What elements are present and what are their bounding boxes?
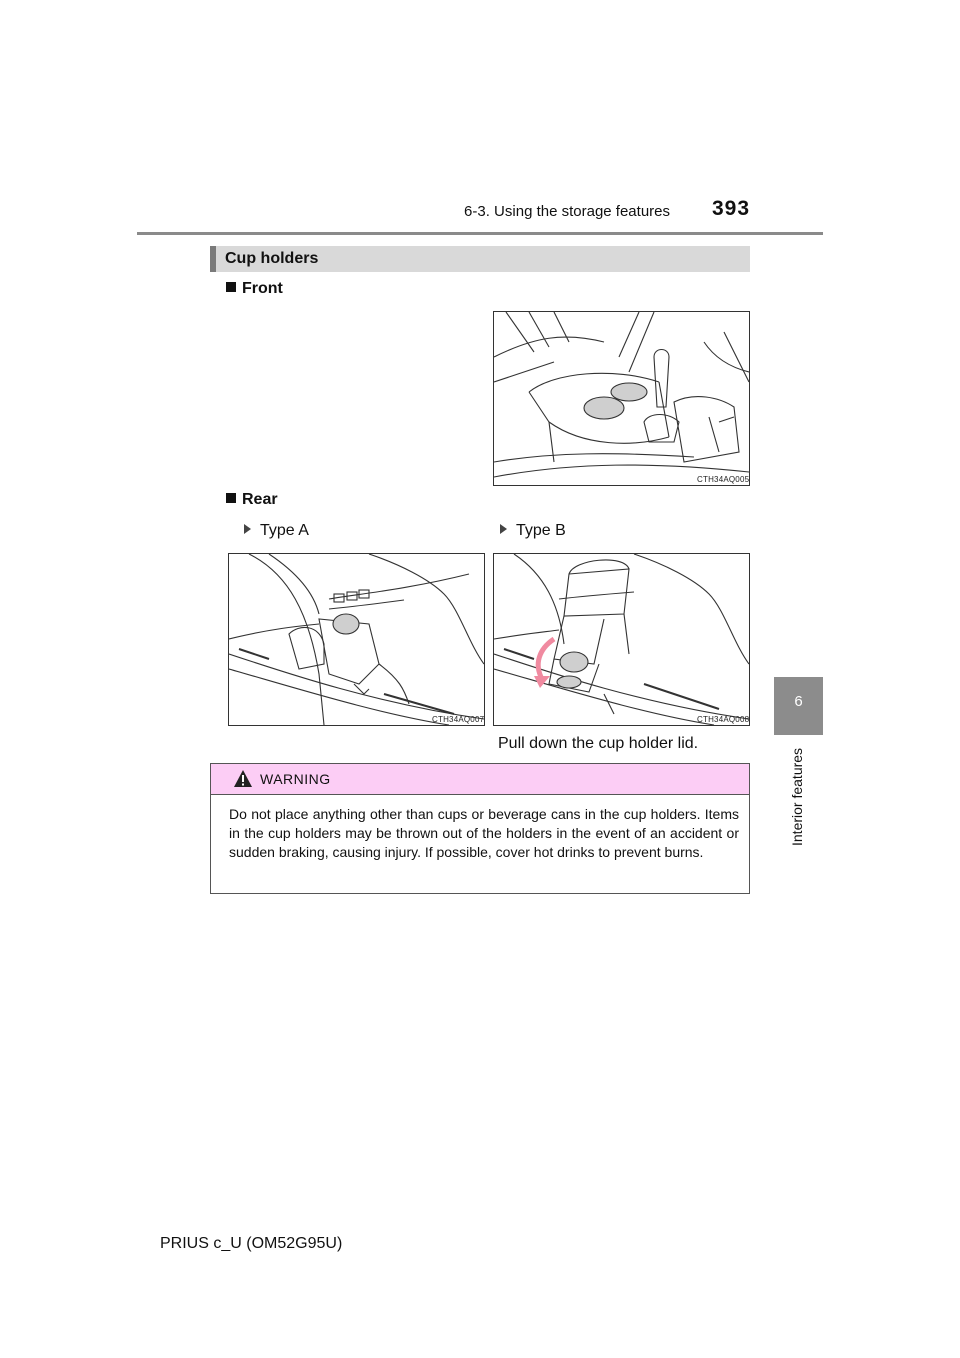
cup-well xyxy=(584,397,624,419)
front-console-illustration xyxy=(494,312,749,485)
subheading-rear-text: Rear xyxy=(242,491,278,508)
cup-well xyxy=(560,652,588,672)
type-a-text: Type A xyxy=(260,522,309,539)
warning-text: Do not place anything other than cups or beverage cans in the cup holders. Items in the cup holders may be thrown out of the holders in the event of an accident or sudden braking, causing injury. If possible, cover hot drinks to prevent burns. xyxy=(229,806,739,860)
subheading-rear xyxy=(226,491,278,509)
figure-code: CTH34AQ007 xyxy=(432,715,485,724)
section-accent xyxy=(210,246,216,272)
rear-type-a-illustration xyxy=(229,554,484,725)
arrow-head-icon xyxy=(534,676,550,688)
chapter-label xyxy=(786,748,810,848)
type-b-text: Type B xyxy=(516,522,566,539)
figure-front-cup-holder xyxy=(493,311,750,486)
cup-well xyxy=(333,614,359,634)
subheading-front xyxy=(226,280,283,298)
cup-well xyxy=(557,676,581,688)
figure-rear-type-a xyxy=(228,553,485,726)
chapter-label-text: Interior features xyxy=(789,747,805,846)
rear-type-b-illustration xyxy=(494,554,749,725)
figure-code: CTH34AQ008 xyxy=(697,715,750,724)
figure-code: CTH34AQ005 xyxy=(697,475,750,484)
bullet-triangle-icon xyxy=(500,524,507,534)
type-b-label xyxy=(500,522,566,540)
warning-title: WARNING xyxy=(260,771,331,787)
warning-box xyxy=(210,763,750,894)
cup-well xyxy=(611,383,647,401)
section-title: Cup holders xyxy=(225,250,319,267)
warning-triangle-icon xyxy=(233,769,253,788)
figure-rear-type-b xyxy=(493,553,750,726)
chapter-tab-number: 6 xyxy=(794,693,803,710)
bullet-triangle-icon xyxy=(244,524,251,534)
type-b-caption: Pull down the cup holder lid. xyxy=(498,735,699,752)
section-heading-bar xyxy=(210,246,750,272)
page-number: 393 xyxy=(712,197,751,220)
subheading-front-text: Front xyxy=(242,280,283,297)
header-rule xyxy=(137,232,823,235)
bullet-square-icon xyxy=(226,493,236,503)
type-a-label xyxy=(244,522,309,540)
header-section-title: 6-3. Using the storage features xyxy=(464,203,670,220)
warning-header xyxy=(211,764,749,795)
footer-model: PRIUS c_U (OM52G95U) xyxy=(160,1235,343,1252)
bullet-square-icon xyxy=(226,282,236,292)
